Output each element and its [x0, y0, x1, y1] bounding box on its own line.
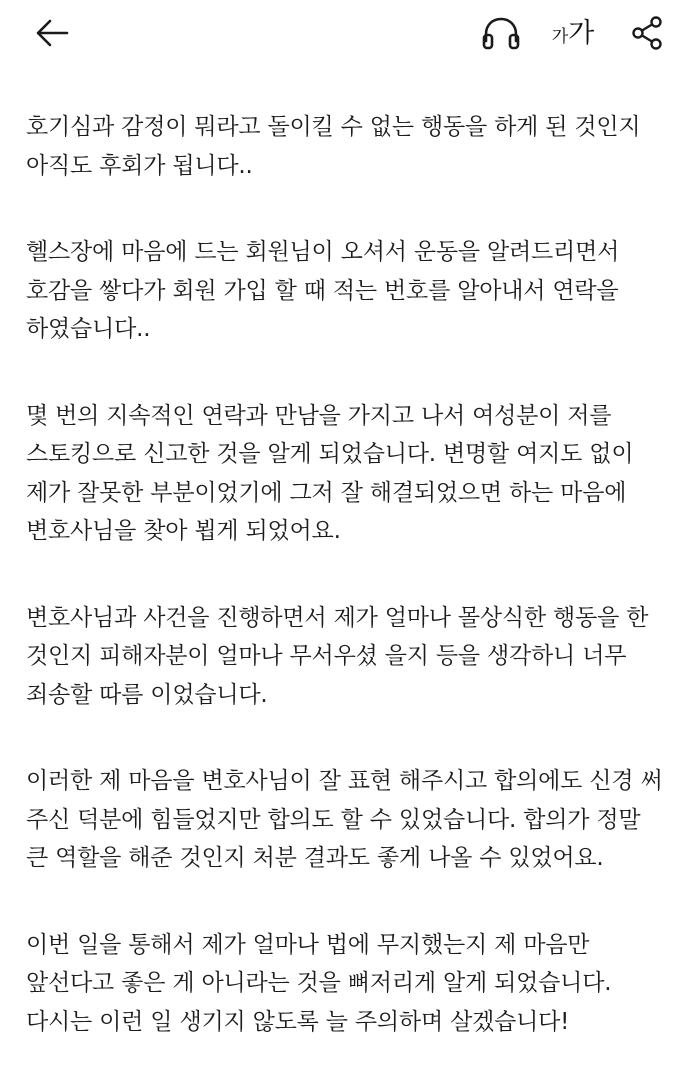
paragraph — [26, 599, 686, 715]
text-line: 큰 역할을 해준 것인지 처분 결과도 좋게 나올 수 있었어요. — [26, 845, 604, 871]
top-toolbar — [0, 0, 700, 66]
text-line: 변호사님을 찾아 뵙게 되었어요. — [26, 518, 341, 544]
text-line: 것인지 피해자분이 얼마나 무서우셨 을지 등을 생각하니 너무 — [26, 643, 627, 669]
back-button[interactable] — [26, 8, 78, 58]
paragraph — [26, 233, 686, 349]
text-line: 다시는 이런 일 생기지 않도록 늘 주의하며 살겠습니다! — [26, 1008, 570, 1035]
paragraph — [26, 762, 686, 878]
font-size-big-glyph: 가 — [568, 17, 595, 49]
font-size-small-glyph: 가 — [551, 26, 569, 47]
text-line: 스토킹으로 신고한 것을 알게 되었습니다. 변명할 여지도 없이 — [26, 441, 634, 467]
article-body — [26, 108, 686, 1089]
arrow-left-icon — [34, 18, 70, 48]
text-line: 앞선다고 좋은 게 아니라는 것을 뼈저리게 알게 되었습니다. — [26, 970, 612, 996]
text-line: 하였습니다.. — [26, 316, 151, 342]
share-icon — [629, 15, 665, 51]
paragraph — [26, 926, 686, 1042]
headphones-icon — [481, 15, 521, 51]
text-line: 아직도 후회가 됩니다.. — [26, 152, 253, 179]
text-line: 죄송할 따름 이었습니다. — [26, 681, 268, 708]
paragraph — [26, 397, 686, 551]
paragraph — [26, 108, 686, 185]
text-line: 이러한 제 마음을 변호사님이 잘 표현 해주시고 합의에도 신경 써 — [26, 768, 663, 794]
text-line: 주신 덕분에 힘들었지만 합의도 할 수 있었습니다. 합의가 정말 — [26, 806, 641, 833]
text-line: 몇 번의 지속적인 연락과 만남을 가지고 나서 여성분이 저를 — [26, 402, 612, 429]
text-line: 호감을 쌓다가 회원 가입 할 때 적는 번호를 알아내서 연락을 — [26, 277, 619, 304]
text-line: 제가 잘못한 부분이었기에 그저 잘 해결되었으면 하는 마음에 — [26, 479, 627, 506]
text-line: 변호사님과 사건을 진행하면서 제가 얼마나 몰상식한 행동을 한 — [26, 604, 649, 631]
share-button[interactable] — [622, 8, 672, 58]
font-size-button[interactable] — [544, 8, 602, 58]
listen-audio-button[interactable] — [476, 8, 526, 58]
text-line: 이번 일을 통해서 제가 얼마나 법에 무지했는지 제 마음만 — [26, 931, 590, 958]
text-line: 호기심과 감정이 뭐라고 돌이킬 수 없는 행동을 하게 된 것인지 — [26, 114, 641, 140]
text-line: 헬스장에 마음에 드는 회원님이 오셔서 운동을 알려드리면서 — [26, 239, 620, 265]
